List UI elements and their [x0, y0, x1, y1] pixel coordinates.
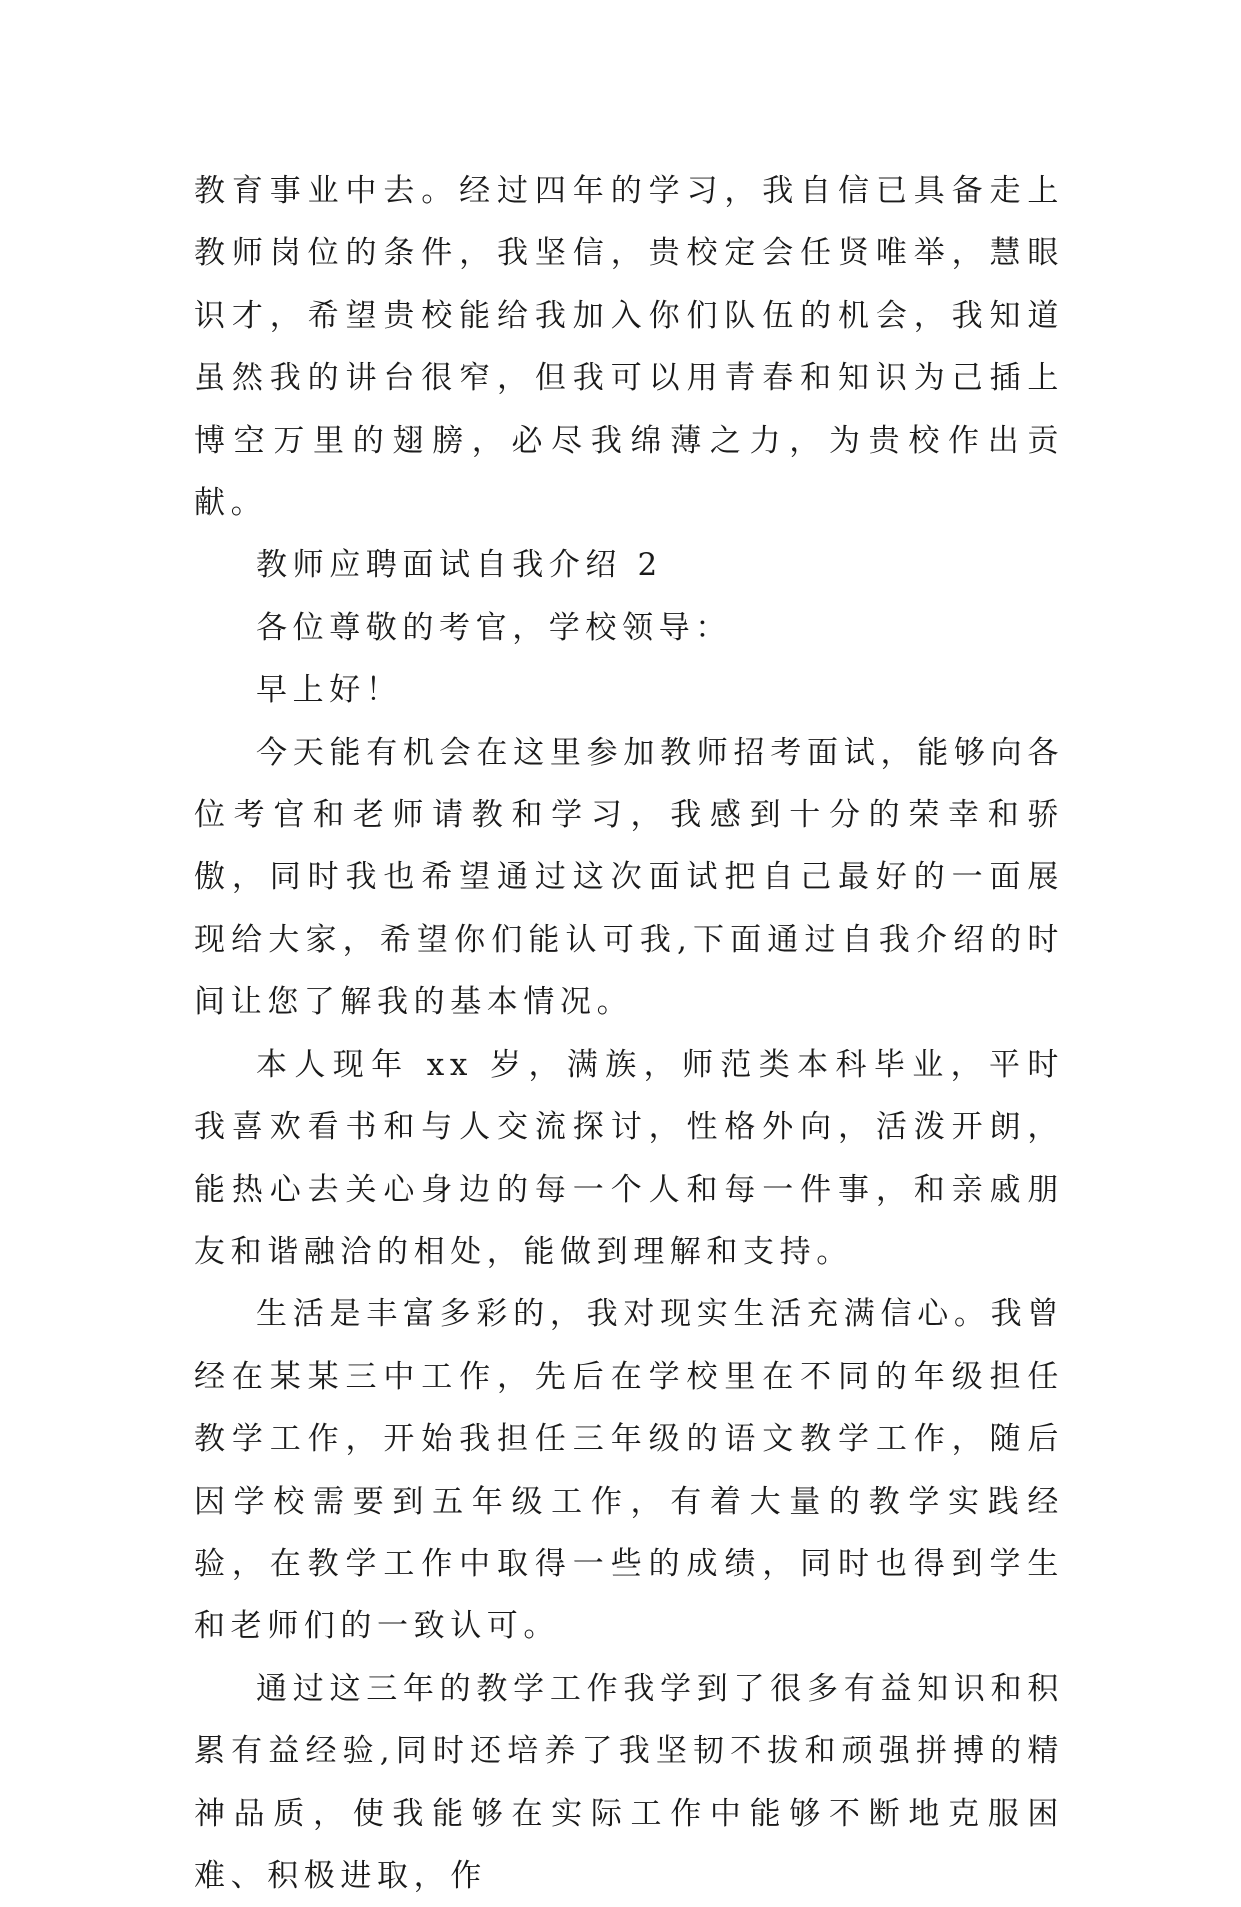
paragraph-experience: 生活是丰富多彩的，我对现实生活充满信心。我曾经在某某三中工作，先后在学校里在不同的年级担任教学工作，开始我担任三年级的语文教学工作，随后因学校需要到五年级工作，有着大量的教学实践经验，在教学工作中取得一些的成绩，同时也得到学生和老师们的一致认可。	[194, 1296, 1064, 1645]
paragraph-growth: 通过这三年的教学工作我学到了很多有益知识和积累有益经验,同时还培养了我坚韧不拔和顽强拼搏的精神品质，使我能够在实际工作中能够不断地克服困难、积极进取，作	[194, 1670, 1064, 1894]
paragraph-personal: 本人现年 xx 岁，满族，师范类本科毕业，平时我喜欢看书和与人交流探讨，性格外向，活泼开朗，能热心去关心身边的每一个人和每一件事，和亲戚朋友和谐融洽的相处，能做到理解和支持。	[194, 1046, 1064, 1270]
greeting: 早上好！	[256, 672, 403, 709]
section-heading: 教师应聘面试自我介绍 2	[256, 547, 663, 584]
paragraph-continuation: 教育事业中去。经过四年的学习，我自信已具备走上教师岗位的条件，我坚信，贵校定会任贤唯举，慧眼识才，希望贵校能给我加入你们队伍的机会，我知道虽然我的讲台很窄，但我可以用青春和知识为己插上博空万里的翅膀，必尽我绵薄之力，为贵校作出贡献。	[194, 173, 1064, 522]
document-body	[194, 160, 1064, 1907]
paragraph-intro: 今天能有机会在这里参加教师招考面试，能够向各位考官和老师请教和学习，我感到十分的荣幸和骄傲，同时我也希望通过这次面试把自己最好的一面展现给大家，希望你们能认可我,下面通过自我介绍的时间让您了解我的基本情况。	[194, 734, 1064, 1021]
salutation: 各位尊敬的考官，学校领导：	[256, 609, 732, 646]
